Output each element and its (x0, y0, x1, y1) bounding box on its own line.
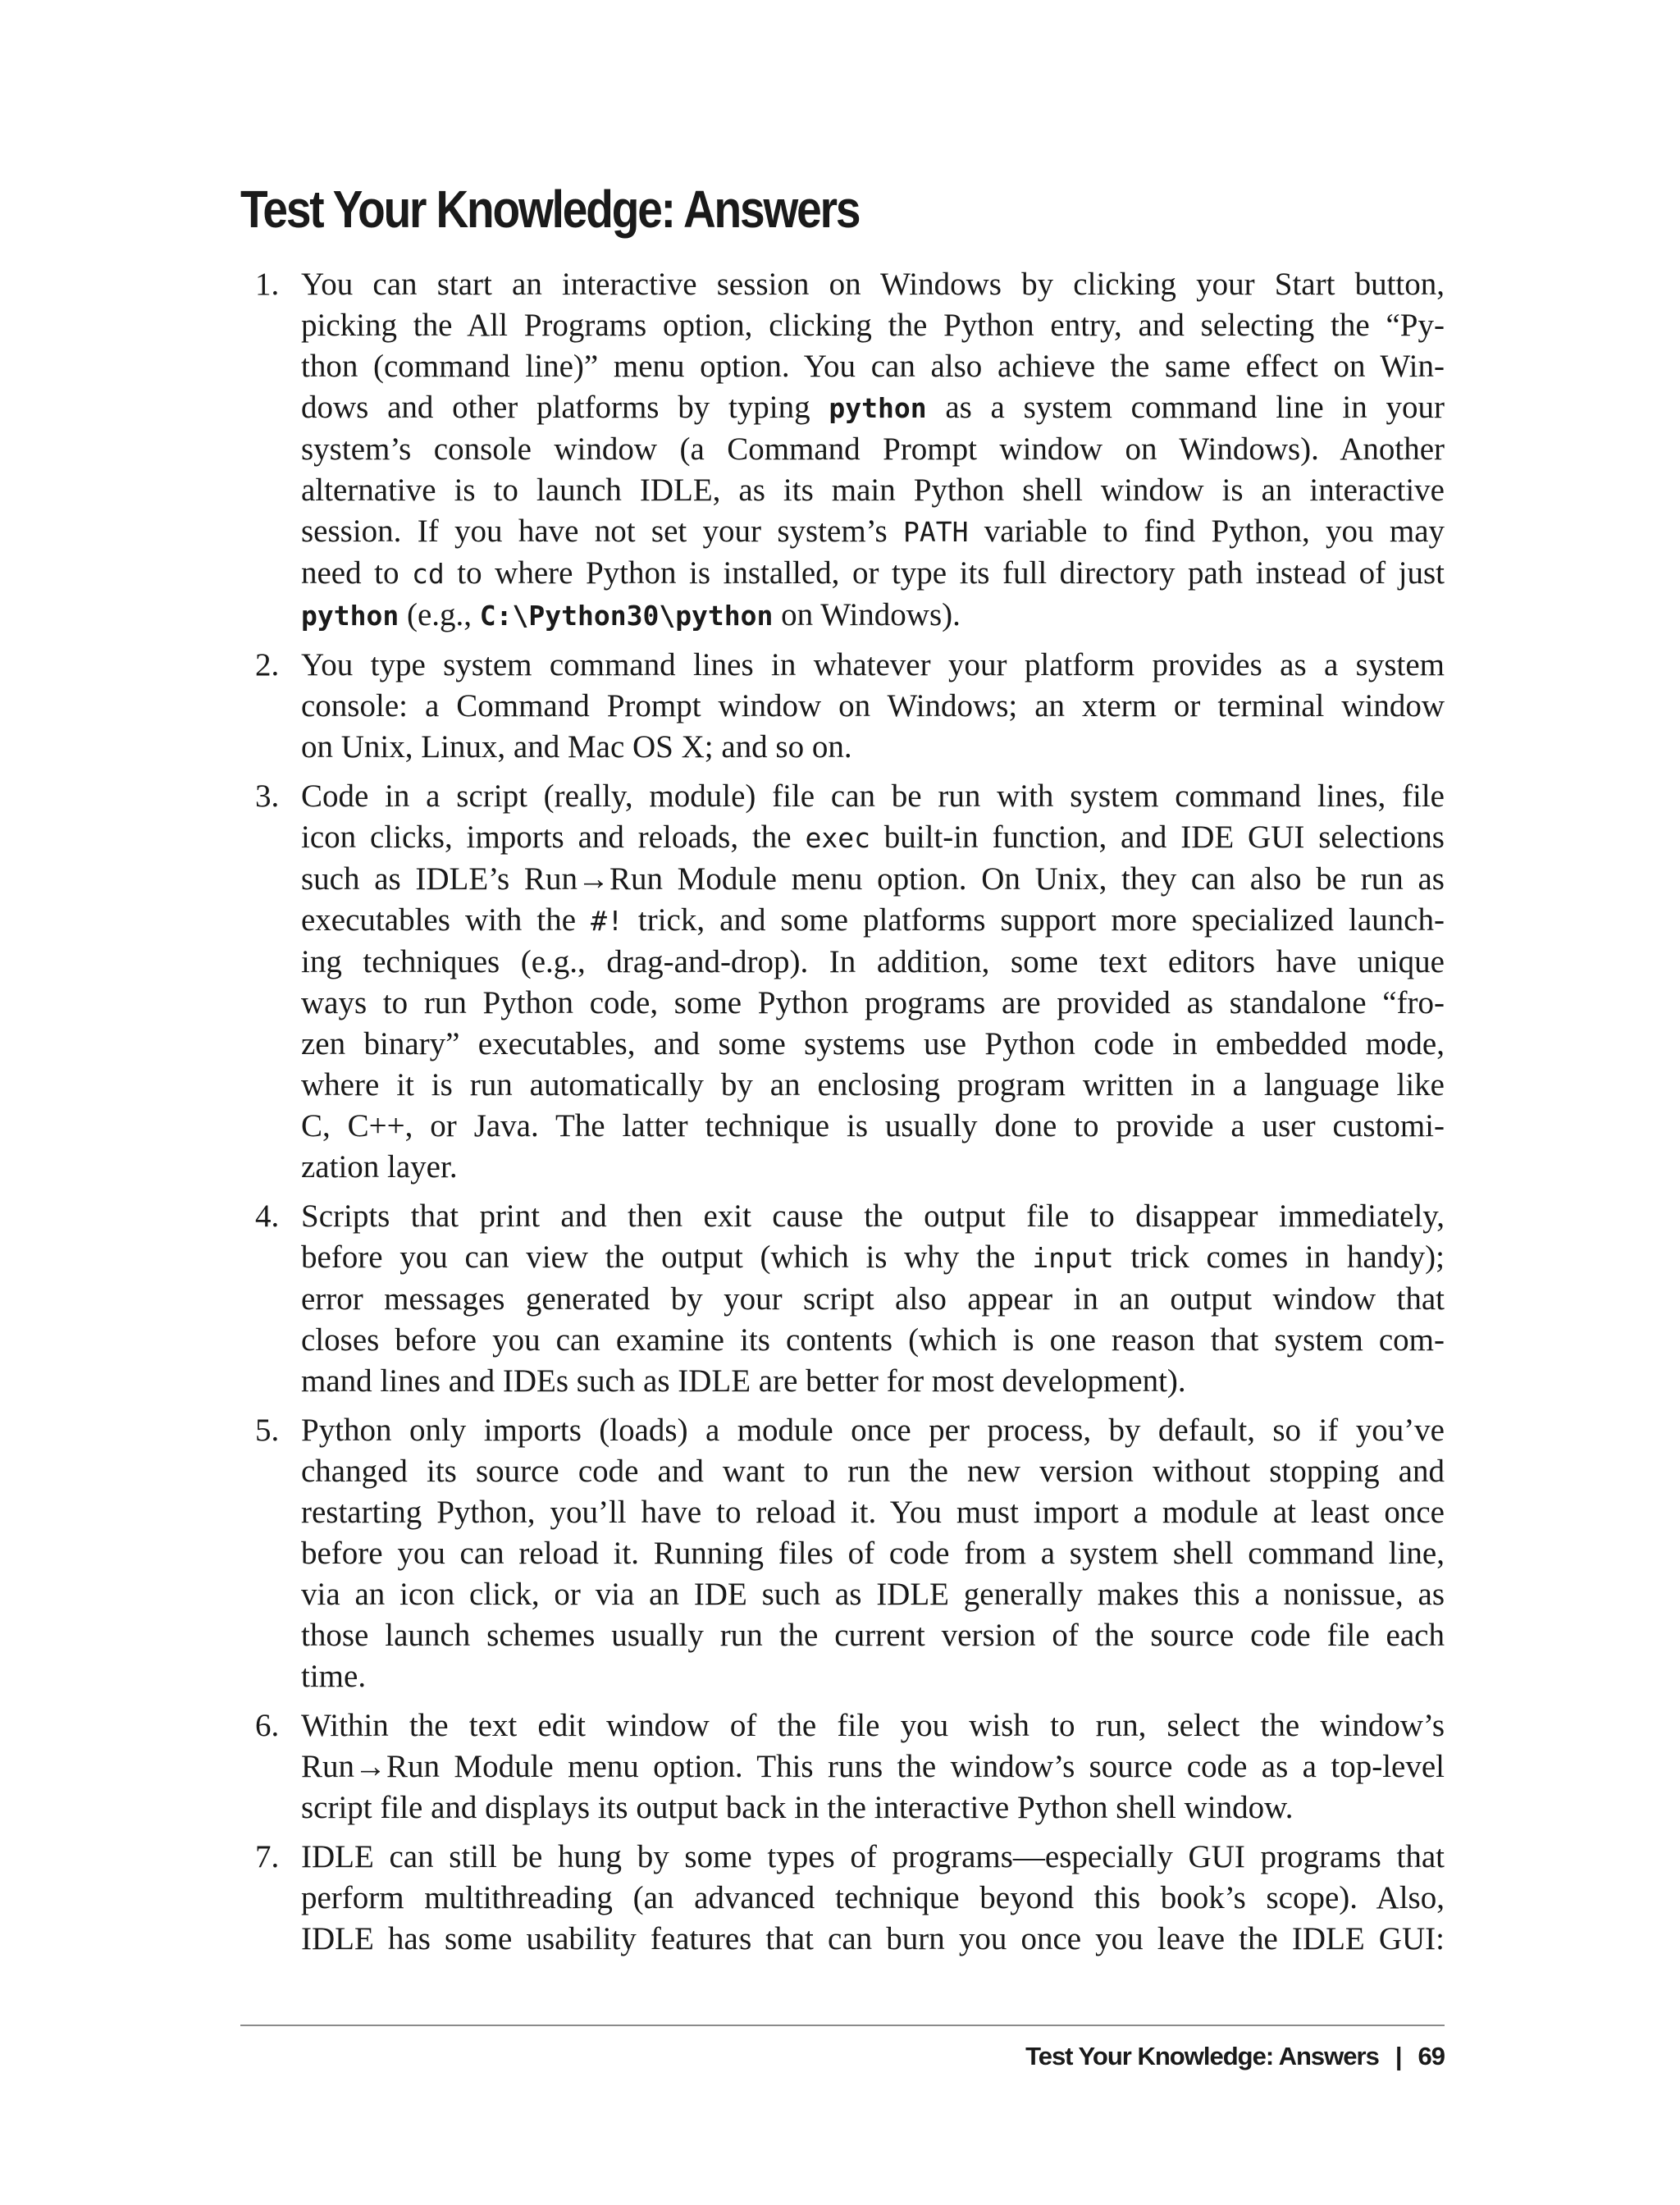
text-line (301, 727, 1445, 768)
text-run: dows and other platforms by typing (301, 390, 829, 425)
text-line (301, 1492, 1445, 1533)
text-run: picking the All Programs option, clicking the Python entry, and selecting the “Py- (301, 308, 1445, 343)
inline-code: PATH (903, 516, 969, 548)
inline-code: exec (805, 822, 870, 854)
inline-code: python (301, 600, 399, 632)
text-run: console: a Command Prompt window on Windows; an xterm or terminal window (301, 688, 1445, 724)
text-line (301, 1410, 1445, 1451)
text-line (301, 686, 1445, 727)
text-run: You type system command lines in whatever your platform provides as a system (301, 647, 1445, 682)
answer-number: 4. (255, 1198, 280, 1234)
answer-item (240, 776, 1445, 1188)
text-line (301, 1533, 1445, 1574)
text-line (301, 1837, 1445, 1878)
text-line (301, 859, 1445, 900)
text-run: to where Python is installed, or type its full directory path instead of just (444, 555, 1445, 591)
text-run: perform multithreading (an advanced technique beyond this book’s scope). Also, (301, 1880, 1445, 1915)
answers-list (240, 264, 1445, 1968)
text-run: alternative is to launch IDLE, as its main Python shell window is an interactive (301, 472, 1445, 508)
answer-number: 1. (255, 267, 280, 302)
answer-text (301, 645, 1445, 768)
text-run: zen binary” executables, and some systems use Python code in embedded mode, (301, 1026, 1445, 1061)
text-run: variable to find Python, you may (968, 514, 1445, 549)
text-run: system’s console window (a Command Prompt window on Windows). Another (301, 431, 1445, 467)
text-line (301, 1024, 1445, 1065)
text-line (301, 817, 1445, 859)
text-run: as a system command line in your (926, 390, 1445, 425)
text-run: (e.g., (399, 597, 480, 632)
text-line (301, 1196, 1445, 1237)
text-line (301, 983, 1445, 1024)
text-line (301, 1106, 1445, 1147)
text-line (301, 1656, 1445, 1697)
text-run: Python only imports (loads) a module once per process, by default, so if you’ve (301, 1413, 1445, 1448)
answer-item (240, 1410, 1445, 1697)
answer-item (240, 1196, 1445, 1402)
answer-number: 3. (255, 778, 280, 814)
text-run: You can start an interactive session on Windows by clicking your Start button, (301, 267, 1445, 302)
text-run: zation layer. (301, 1149, 458, 1185)
text-run: where it is run automatically by an enclosing program written in a language like (301, 1067, 1445, 1102)
text-run: IDLE has some usability features that can burn you once you leave the IDLE GUI: (301, 1921, 1445, 1956)
answer-text (301, 264, 1445, 637)
text-line (301, 1320, 1445, 1361)
text-run: before you can reload it. Running files of code from a system shell command line, (301, 1536, 1445, 1571)
text-run: restarting Python, you’ll have to reload it. You must import a module at least once (301, 1495, 1445, 1530)
text-line (301, 429, 1445, 470)
running-title: Test Your Knowledge: Answers (1025, 2042, 1379, 2070)
text-run: built-in function, and IDE GUI selections (870, 819, 1445, 855)
text-run: before you can view the output (which is why the (301, 1239, 1033, 1275)
text-run: thon (command line)” menu option. You can also achieve the same effect on Win- (301, 349, 1445, 384)
text-run: changed its source code and want to run the new version without stopping and (301, 1454, 1445, 1489)
text-line (301, 1574, 1445, 1615)
text-run: icon clicks, imports and reloads, the (301, 819, 806, 855)
answer-text (301, 1410, 1445, 1697)
text-line (301, 305, 1445, 346)
text-line (301, 470, 1445, 511)
text-line (301, 1147, 1445, 1188)
inline-code: #! (591, 905, 623, 937)
text-line (301, 511, 1445, 553)
answer-text (301, 1705, 1445, 1828)
text-line (301, 900, 1445, 942)
text-run: Run→Run Module menu option. This runs the window’s source code as a top-level (301, 1749, 1445, 1784)
text-line (301, 346, 1445, 387)
text-run: IDLE can still be hung by some types of programs—especially GUI programs that (301, 1839, 1445, 1874)
text-run: trick comes in handy); (1113, 1239, 1445, 1275)
inline-code: C:\Python30\python (479, 600, 774, 632)
text-run: those launch schemes usually run the current version of the source code file each (301, 1618, 1445, 1653)
answer-item (240, 645, 1445, 768)
text-line (301, 1746, 1445, 1787)
answer-number: 6. (255, 1708, 280, 1743)
answer-item (240, 1705, 1445, 1828)
text-run: need to (301, 555, 413, 591)
text-line (301, 1451, 1445, 1492)
text-line (301, 1279, 1445, 1320)
answer-text (301, 776, 1445, 1188)
text-run: Code in a script (really, module) file can be run with system command lines, file (301, 778, 1445, 814)
inline-code: cd (412, 558, 445, 590)
answer-number: 5. (255, 1413, 280, 1448)
text-run: C, C++, or Java. The latter technique is usually done to provide a user customi- (301, 1108, 1445, 1144)
page-number: 69 (1418, 2042, 1445, 2070)
text-run: on Unix, Linux, and Mac OS X; and so on. (301, 729, 852, 765)
text-line (301, 776, 1445, 817)
inline-code: python (829, 392, 927, 424)
inline-code: input (1032, 1242, 1114, 1274)
text-run: Scripts that print and then exit cause the output file to disappear immediately, (301, 1198, 1445, 1234)
answer-number: 2. (255, 647, 280, 682)
text-run: via an icon click, or via an IDE such as IDLE generally makes this a nonissue, as (301, 1577, 1445, 1612)
text-run: script file and displays its output back in the interactive Python shell window. (301, 1790, 1294, 1825)
text-run: closes before you can examine its contents (which is one reason that system com- (301, 1322, 1445, 1358)
text-run: error messages generated by your script also appear in an output window that (301, 1281, 1445, 1317)
text-line (301, 553, 1445, 595)
text-line (301, 1361, 1445, 1402)
text-line (301, 1615, 1445, 1656)
text-line (301, 942, 1445, 983)
text-run: session. If you have not set your system’s (301, 514, 903, 549)
answer-item (240, 264, 1445, 637)
page-footer (1025, 2042, 1445, 2071)
text-line (301, 1919, 1445, 1960)
text-line (301, 264, 1445, 305)
answer-number: 7. (255, 1839, 280, 1874)
text-run: time. (301, 1659, 367, 1694)
footer-rule (240, 2025, 1445, 2026)
text-line (301, 1705, 1445, 1746)
text-line (301, 1237, 1445, 1279)
text-run: ing techniques (e.g., drag-and-drop). In addition, some text editors have unique (301, 944, 1445, 979)
text-run: ways to run Python code, some Python programs are provided as standalone “fro- (301, 985, 1445, 1020)
text-run: such as IDLE’s Run→Run Module menu option. On Unix, they can also be run as (301, 861, 1445, 897)
text-line (301, 645, 1445, 686)
text-run: mand lines and IDEs such as IDLE are better for most development). (301, 1363, 1186, 1399)
text-line (301, 1878, 1445, 1919)
footer-separator: | (1395, 2042, 1402, 2070)
answer-text (301, 1196, 1445, 1402)
text-run: executables with the (301, 902, 591, 938)
text-line (301, 1065, 1445, 1106)
text-run: Within the text edit window of the file you wish to run, select the window’s (301, 1708, 1445, 1743)
text-line (301, 387, 1445, 429)
text-line (301, 1787, 1445, 1828)
text-line (301, 595, 1445, 637)
text-run: on Windows). (773, 597, 961, 632)
text-run: trick, and some platforms support more specialized launch- (623, 902, 1445, 938)
section-heading: Test Your Knowledge: Answers (240, 180, 860, 239)
answer-text (301, 1837, 1445, 1960)
answer-item (240, 1837, 1445, 1960)
